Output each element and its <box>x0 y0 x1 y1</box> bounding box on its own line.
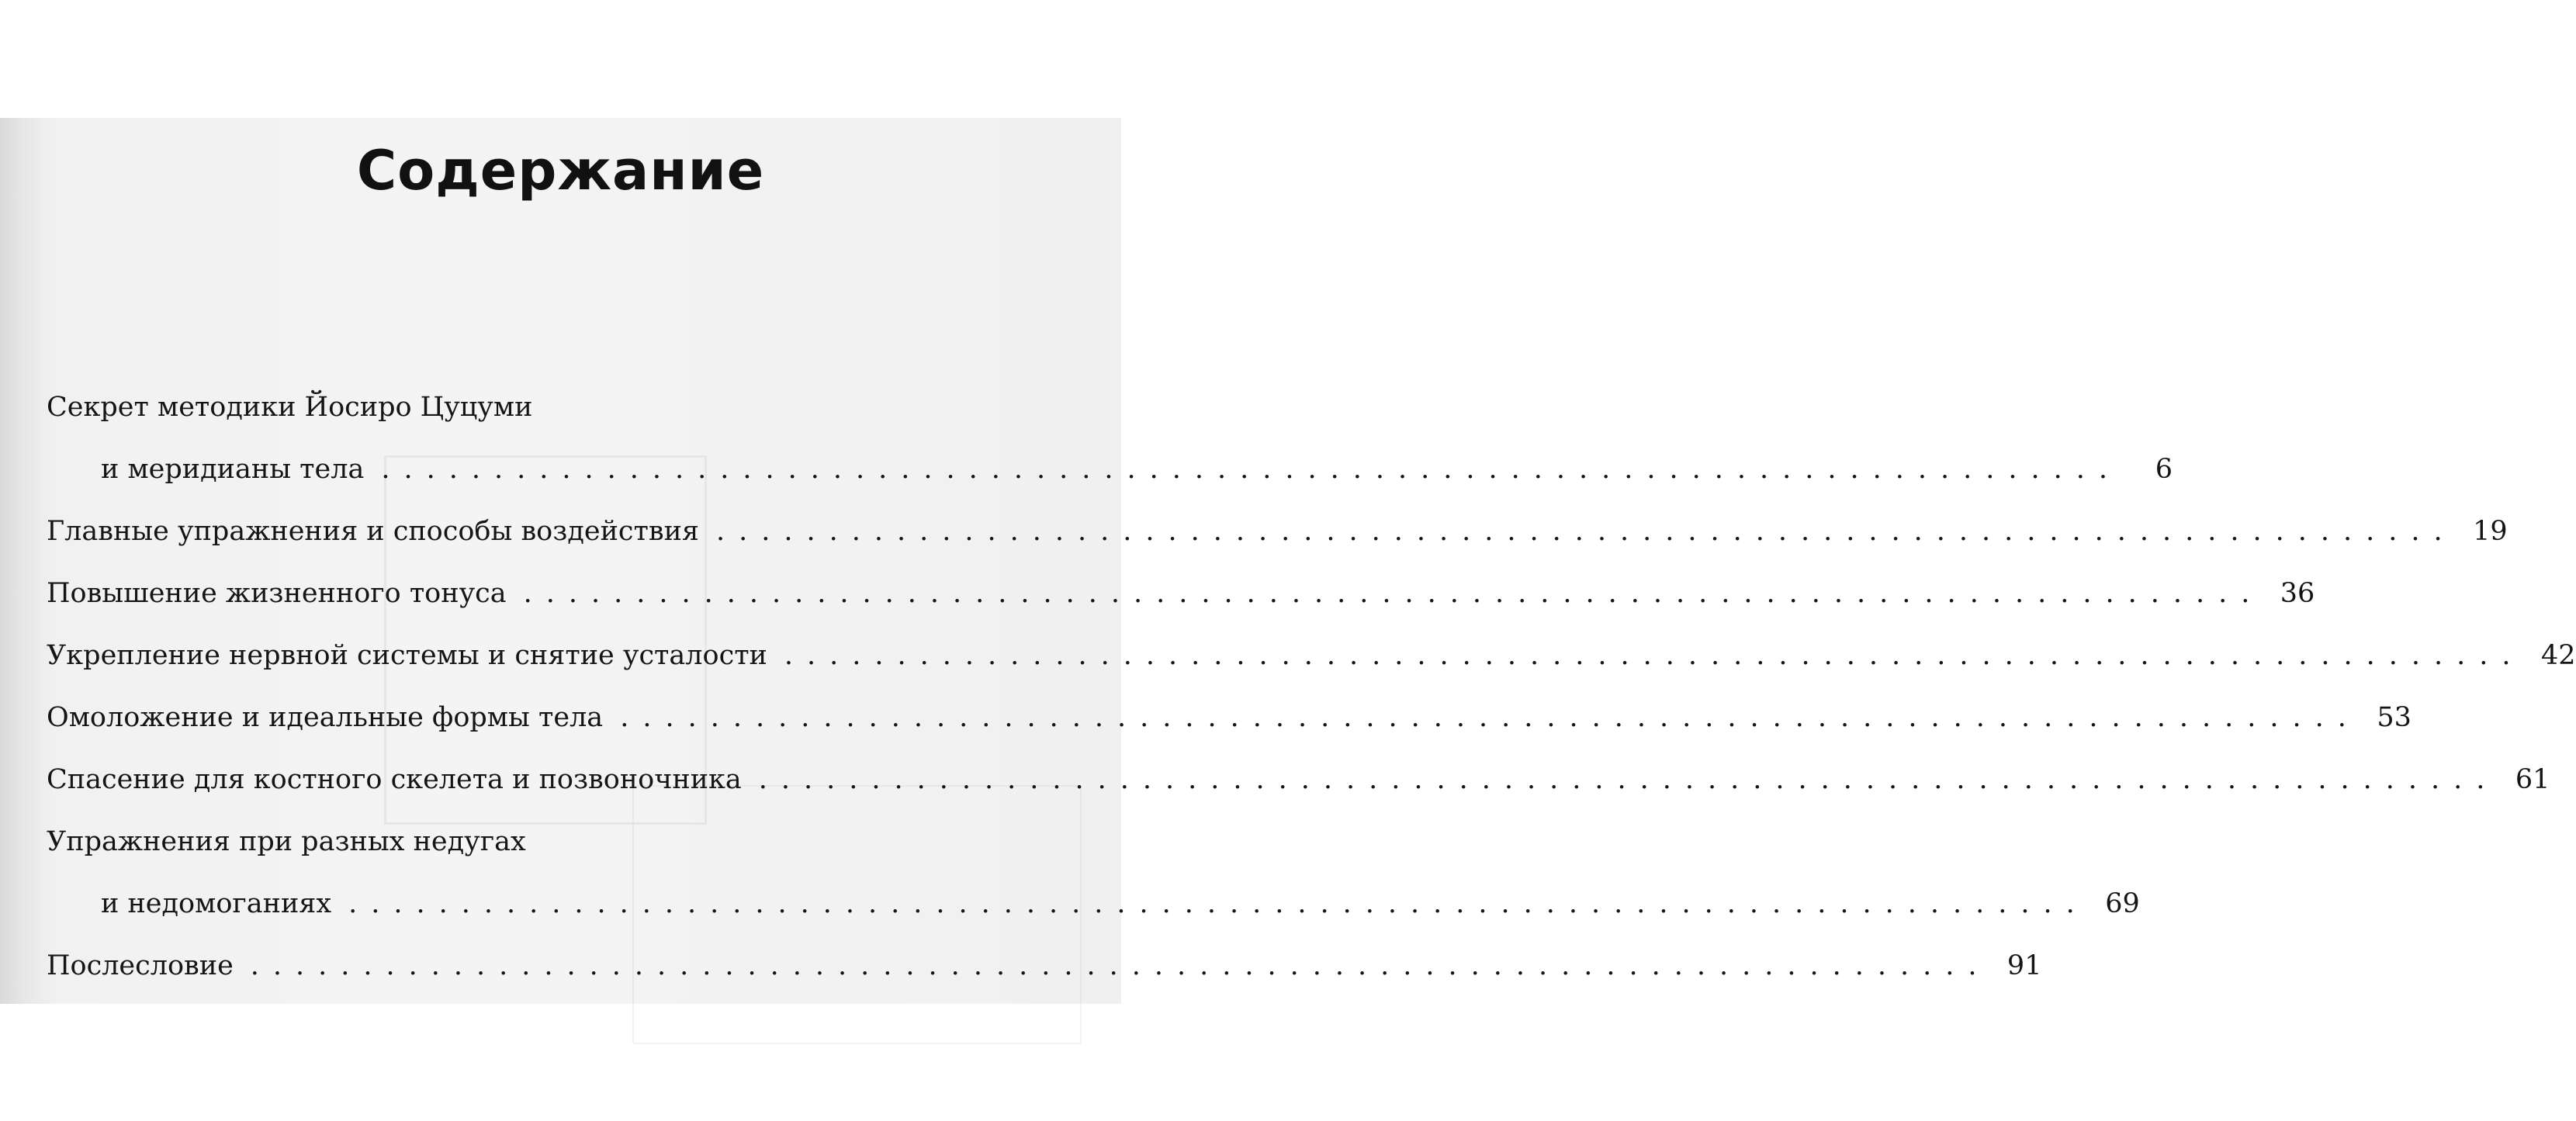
toc-entry-title: Главные упражнения и способы воздействия <box>47 516 700 547</box>
dot-leader: ............................................................................. <box>250 950 1991 981</box>
toc-entry <box>47 638 2576 700</box>
toc-page-number: 19 <box>2473 516 2508 547</box>
toc-entry-title: Укрепление нервной системы и снятие усталости <box>47 640 767 671</box>
toc-entry <box>47 824 2140 948</box>
toc-page-number: 36 <box>2280 578 2315 609</box>
toc-page-number: 42 <box>2541 640 2576 671</box>
toc-page-number: 69 <box>2105 888 2140 919</box>
dot-leader: ............................................................................. <box>381 454 2122 485</box>
page-title: Содержание <box>356 139 765 202</box>
dot-leader: ............................................................................. <box>620 702 2360 733</box>
toc-entry <box>47 576 2315 638</box>
dot-leader: ............................................................................. <box>784 640 2525 671</box>
dot-leader: ............................................................................. <box>716 516 2457 547</box>
toc-entry-title: Омоложение и идеальные формы тела <box>47 702 604 733</box>
toc-entry-title: Послесловие <box>47 950 234 981</box>
toc-page-number: 53 <box>2377 702 2412 733</box>
toc-entry <box>47 700 2412 762</box>
toc-entry <box>47 948 2042 1010</box>
toc-entry-title: Спасение для костного скелета и позвоночника <box>47 764 742 795</box>
dot-leader: ............................................................................. <box>348 888 2089 919</box>
toc-entry-title: и недомоганиях <box>101 888 332 919</box>
toc-entry-title: Повышение жизненного тонуса <box>47 578 507 609</box>
toc-entry-title: и меридианы тела <box>101 454 365 485</box>
toc-entry <box>47 389 2173 514</box>
toc-entry-title: Упражнения при разных недугах <box>47 826 526 857</box>
toc-entry <box>47 762 2550 824</box>
toc-page-number: 61 <box>2515 764 2550 795</box>
toc-entry <box>47 514 2508 576</box>
book-page <box>0 118 2576 1004</box>
toc-page-number: 6 <box>2155 454 2173 485</box>
toc-page-number: 91 <box>2006 950 2042 981</box>
dot-leader: ............................................................................. <box>523 578 2264 609</box>
toc-entry-title: Секрет методики Йосиро Цуцуми <box>47 392 533 423</box>
dot-leader: ............................................................................. <box>758 764 2499 795</box>
table-of-contents <box>47 389 2576 1010</box>
